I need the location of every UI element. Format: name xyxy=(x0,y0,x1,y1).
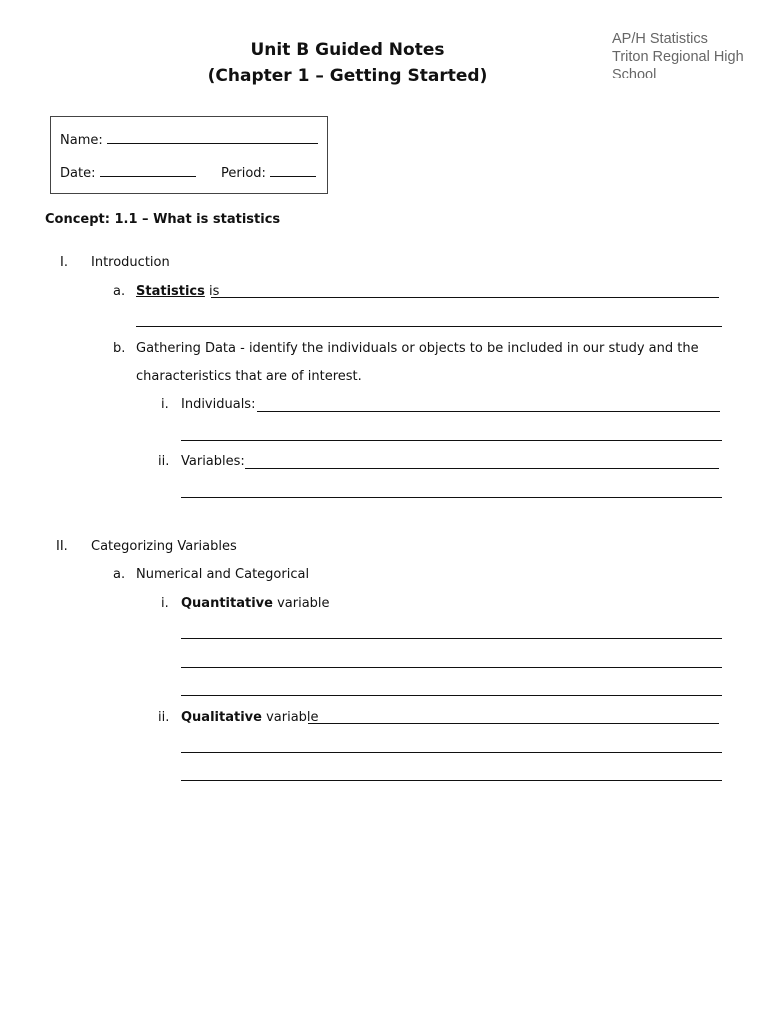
variables-blank-line[interactable] xyxy=(245,468,719,469)
document-subtitle: (Chapter 1 – Getting Started) xyxy=(207,66,488,86)
period-label: Period: xyxy=(221,166,266,181)
item-b-marker: b. xyxy=(113,341,126,356)
course-name: AP/H Statistics xyxy=(612,31,708,47)
qualitative-text: variable xyxy=(266,710,319,725)
name-field-row xyxy=(60,131,318,148)
numerical-categorical-text: Numerical and Categorical xyxy=(136,567,310,582)
statistics-definition-row xyxy=(136,284,219,299)
document-title: Unit B Guided Notes xyxy=(250,40,445,60)
statistics-blank-line[interactable] xyxy=(211,297,719,298)
item-2a-marker: a. xyxy=(113,567,126,582)
period-field-row xyxy=(221,164,316,181)
qualitative-term: Qualitative xyxy=(181,710,262,725)
statistics-blank-line-2[interactable] xyxy=(136,326,722,327)
date-label: Date: xyxy=(60,166,96,181)
gathering-data-text: Gathering Data - identify the individuals or objects to be included in our study and the xyxy=(136,341,699,356)
quantitative-blank-line-2[interactable] xyxy=(181,667,722,668)
statistics-term: Statistics xyxy=(136,284,205,299)
school-name: Triton Regional High xyxy=(612,49,744,65)
qualitative-blank-line-2[interactable] xyxy=(181,752,722,753)
section-2-numeral: II. xyxy=(56,539,68,554)
qualitative-blank-line[interactable] xyxy=(308,723,719,724)
date-field-row xyxy=(60,164,196,181)
quantitative-term: Quantitative xyxy=(181,596,273,611)
variables-blank-line-2[interactable] xyxy=(181,497,722,498)
variables-marker: ii. xyxy=(158,454,170,469)
gathering-data-text-2: characteristics that are of interest. xyxy=(136,369,362,384)
section-1-numeral: I. xyxy=(60,255,68,270)
name-blank[interactable] xyxy=(107,131,318,144)
variables-label: Variables: xyxy=(181,454,245,469)
individuals-marker: i. xyxy=(161,397,169,412)
section-2-heading: Categorizing Variables xyxy=(91,539,237,554)
qualitative-blank-line-3[interactable] xyxy=(181,780,722,781)
school-name-continued: School xyxy=(612,67,657,78)
name-label: Name: xyxy=(60,133,103,148)
quantitative-blank-line-3[interactable] xyxy=(181,695,722,696)
individuals-blank-line[interactable] xyxy=(257,411,720,412)
period-blank[interactable] xyxy=(270,164,316,177)
individuals-blank-line-2[interactable] xyxy=(181,440,722,441)
quantitative-marker: i. xyxy=(161,596,169,611)
quantitative-row xyxy=(181,596,330,611)
concept-heading: Concept: 1.1 – What is statistics xyxy=(45,212,281,227)
qualitative-marker: ii. xyxy=(158,710,170,725)
student-info-box xyxy=(50,116,328,194)
date-blank[interactable] xyxy=(100,164,196,177)
item-a-marker: a. xyxy=(113,284,126,299)
individuals-label: Individuals: xyxy=(181,397,256,412)
qualitative-row xyxy=(181,710,319,725)
quantitative-blank-line-1[interactable] xyxy=(181,638,722,639)
section-1-heading: Introduction xyxy=(91,255,170,270)
quantitative-text: variable xyxy=(277,596,330,611)
statistics-is-text: is xyxy=(209,284,220,299)
